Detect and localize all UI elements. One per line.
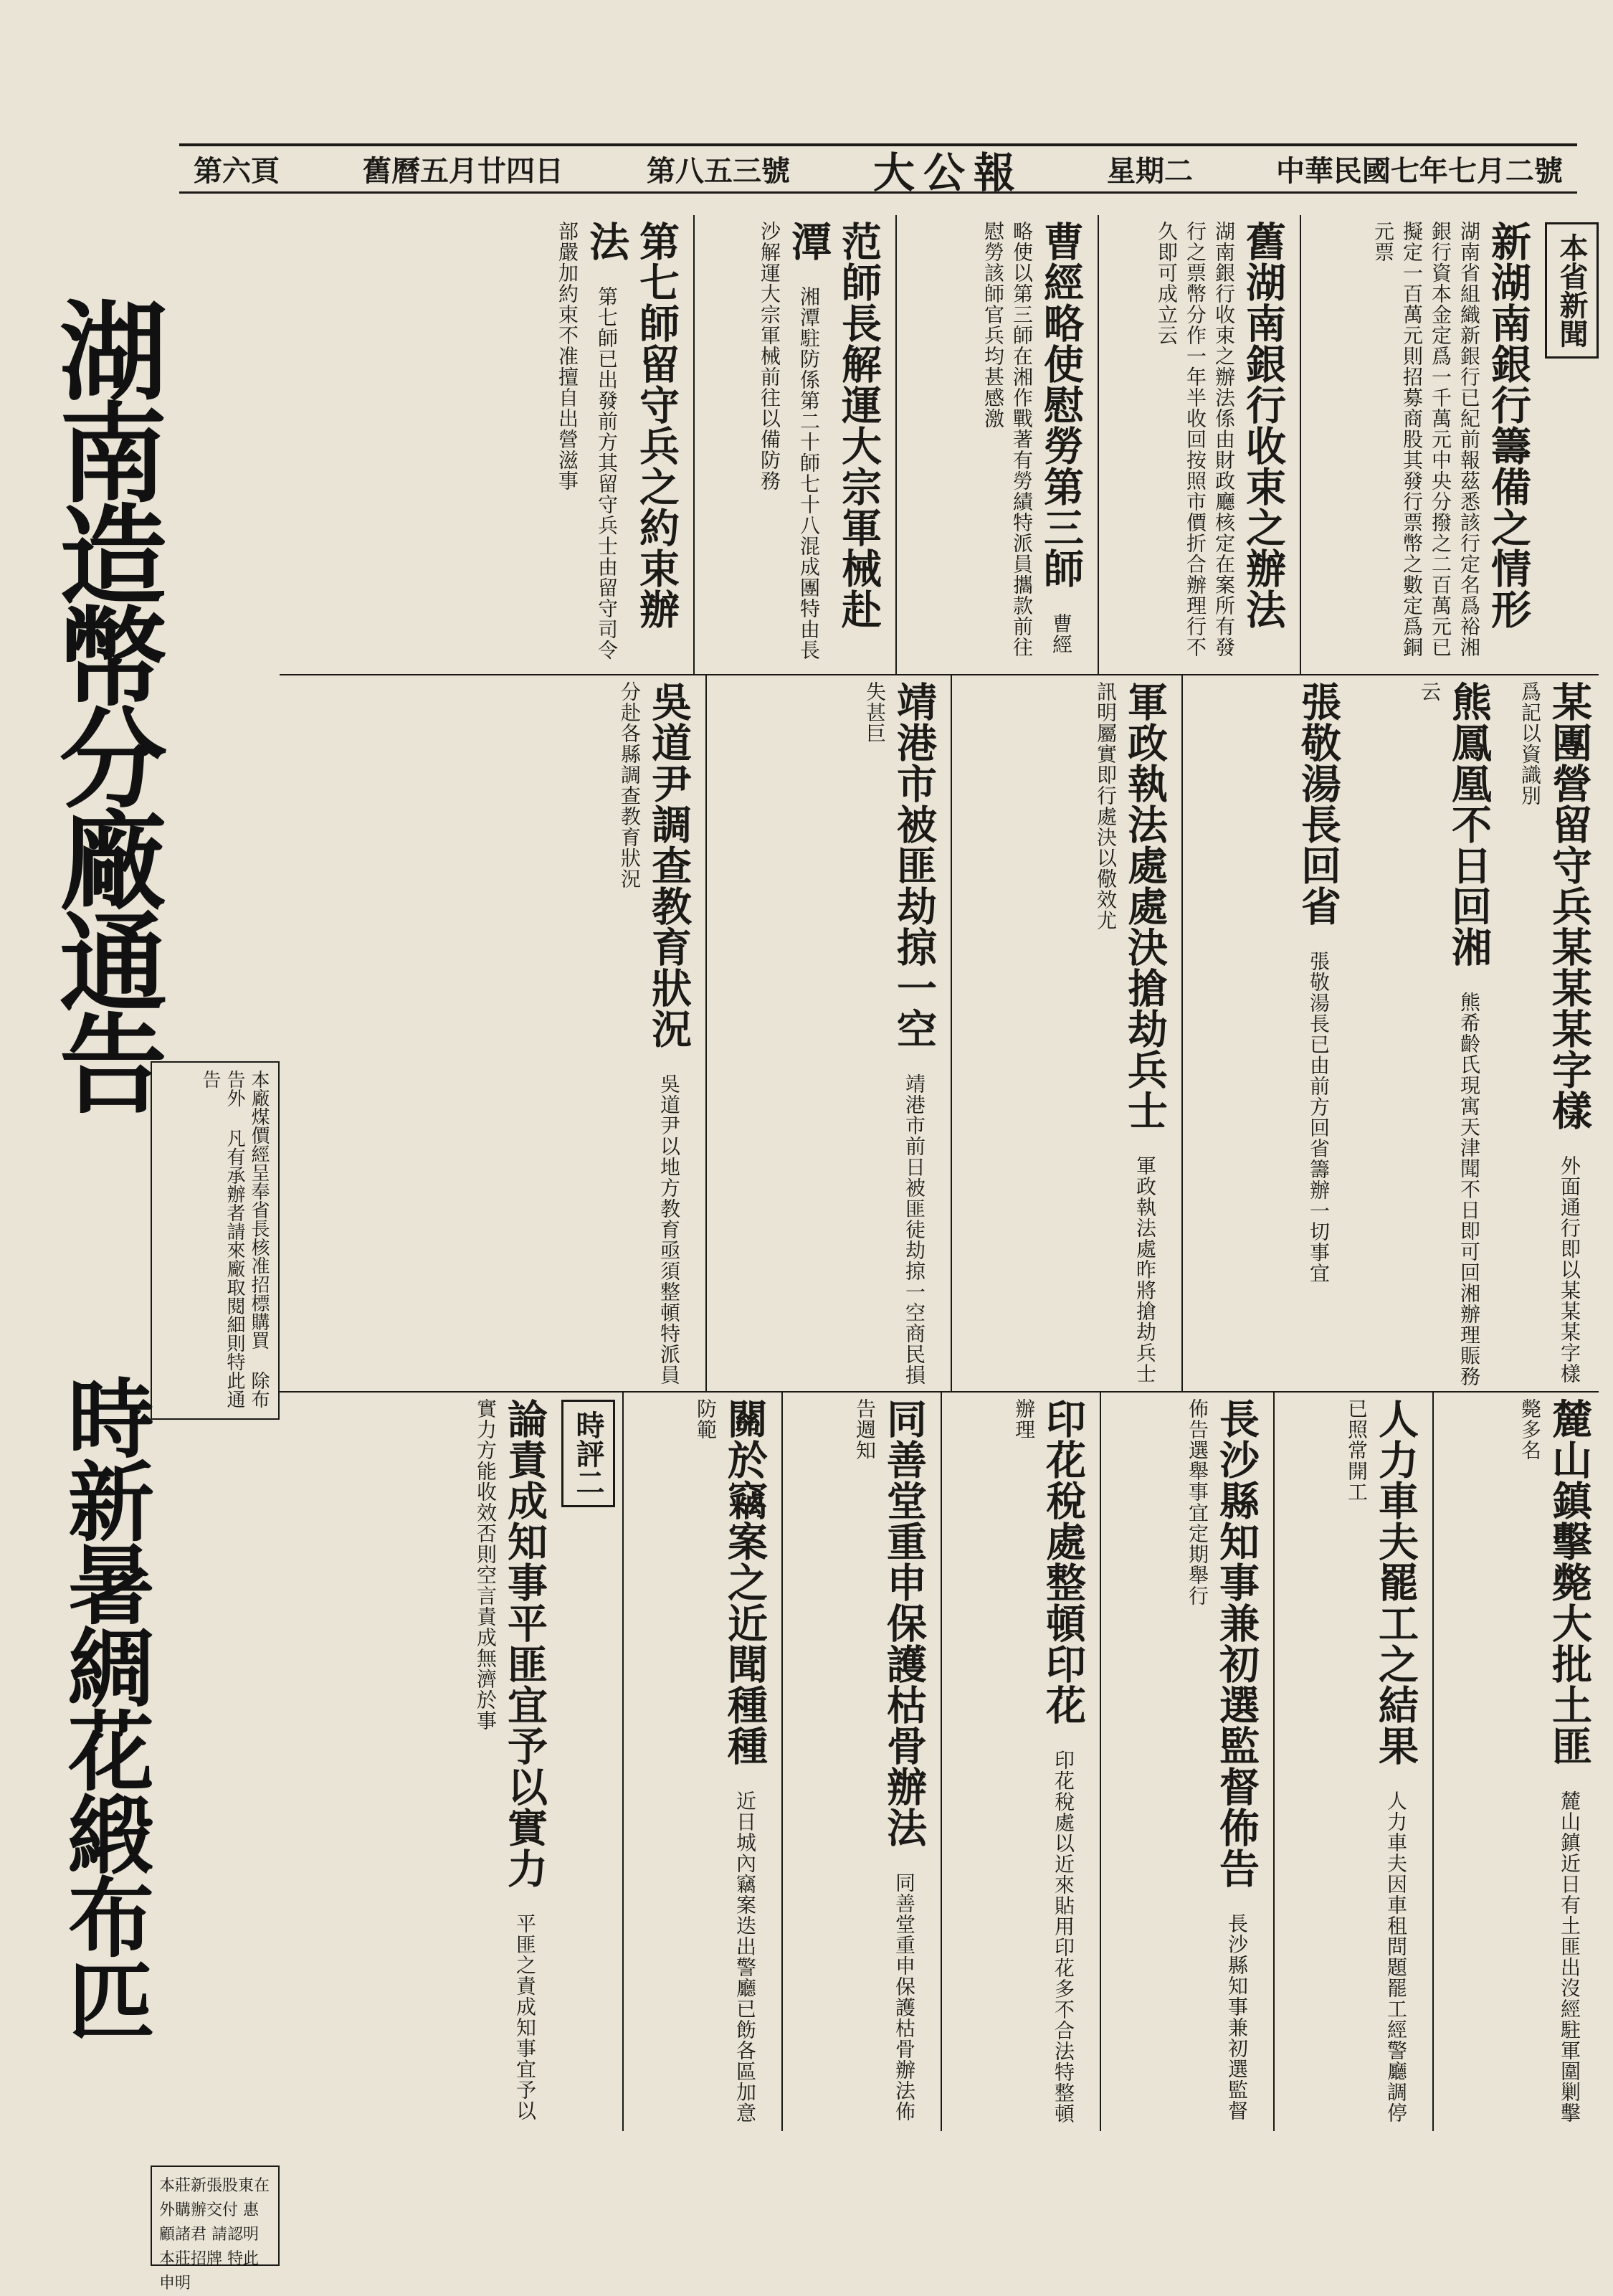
article-body: 印花稅處以近來貼用印花多不合法特整頓辦理: [1012, 1398, 1075, 2124]
article-headline: 范師長解運大宗軍械赴潭: [785, 221, 882, 630]
column-divider: [1432, 1393, 1434, 2131]
article-headline: 人力車夫罷工之結果: [1372, 1398, 1419, 1766]
article-headline: 軍政執法處處決搶劫兵士: [1121, 681, 1169, 1131]
article-headline: 吳道尹調查教育狀況: [645, 681, 693, 1049]
article-headline: 印花稅處整頓印花: [1039, 1398, 1087, 1725]
article-headline: 靖港市被匪劫掠一空: [890, 681, 938, 1049]
column-divider: [705, 675, 707, 1393]
article-body: 湖南省組織新銀行已紀前報茲悉該行定名爲裕湘銀行資本金定爲一千萬元中央分撥之二百萬元已擬定一百萬元則招募商股其發行票幣之數定爲銅元票: [1371, 221, 1481, 658]
article-body: 長沙縣知事兼初選監督佈告選舉事宜定期舉行: [1186, 1398, 1249, 2121]
column-divider: [781, 1393, 783, 2131]
article-headline: 關於竊案之近聞種種: [721, 1398, 769, 1766]
article-headline: 新湖南銀行籌備之情形: [1485, 221, 1532, 630]
article-body: 平匪之責成知事宜予以實力方能收效否則空言責成無濟於事: [474, 1398, 537, 2121]
column-divider: [1273, 1393, 1275, 2131]
article-body: 第七師已出發前方其留守兵士由留守司令部嚴加約束不准擅自出營滋事: [556, 221, 619, 660]
article-jinggang: [714, 675, 943, 1393]
article-zhang: [1190, 675, 1348, 1393]
article-theft: [631, 1393, 774, 2131]
weekday: 星期二: [1106, 154, 1193, 188]
article-body: 人力車夫因車租問題罷工經警廳調停已照常開工: [1345, 1398, 1408, 2123]
column-divider: [1300, 215, 1301, 674]
article-old-bank: [1106, 215, 1293, 674]
article-body: 靖港市前日被匪徒劫掠一空商民損失甚巨: [863, 681, 926, 1385]
article-wu: [469, 675, 698, 1393]
article-headline: 張敬湯長回省: [1295, 681, 1342, 926]
article-lushan: [1441, 1393, 1599, 2131]
article-headline: 論責成知事平匪宜予以實力: [501, 1398, 548, 1889]
article-headline: 長沙縣知事兼初選監督佈告: [1213, 1398, 1260, 1889]
page-number: 第六頁: [194, 154, 280, 188]
row-3: [280, 1391, 1599, 2131]
section-commentary: 時評二: [561, 1400, 615, 1507]
article-cao: [904, 215, 1090, 674]
banner-mint-notice: 湖南造幣分廠通告: [41, 295, 167, 1110]
article-seventh-division: [500, 215, 686, 674]
column-divider: [895, 215, 897, 674]
article-headline: 麓山鎮擊斃大批土匪: [1546, 1398, 1593, 1766]
article-headline: 同善堂重申保護枯骨辦法: [880, 1398, 928, 1848]
article-body: 麓山鎮近日有土匪出沒經駐軍圍剿擊斃多名: [1518, 1398, 1581, 2123]
column-divider: [1100, 1393, 1101, 2131]
article-headline: 曹經略使慰勞第三師: [1037, 221, 1085, 589]
article-tongshan: [790, 1393, 933, 2131]
date-republic: 中華民國七年七月二號: [1275, 154, 1563, 188]
column-divider: [693, 215, 695, 674]
row-1: [280, 215, 1599, 674]
article-body: 近日城內竊案迭出警廳已飭各區加意防範: [694, 1398, 757, 2123]
paper-name: 大公報: [872, 148, 1024, 197]
article-body: 外面通行即以某某某字樣爲記以資識別: [1518, 681, 1581, 1384]
section-local-news: 本省新聞: [1545, 222, 1599, 359]
article-body: 湘潭駐防係第二十師七十八混成團特由長沙解運大宗軍械前往以備防務: [758, 221, 821, 660]
column-divider: [1181, 675, 1183, 1393]
article-body: 同善堂重申保護枯骨辦法佈告週知: [853, 1398, 916, 2122]
lunar-date: 舊曆五月廿四日: [362, 154, 563, 188]
shop-notice-text: 本莊新張股東在外購辦交付 惠顧諸君 請認明本莊招牌 特此申明: [151, 2165, 280, 2266]
column-divider: [941, 1393, 942, 2131]
article-commentary: [368, 1393, 554, 2131]
article-xiong: [1355, 675, 1498, 1393]
article-headline: 舊湖南銀行收束之辦法: [1240, 221, 1287, 630]
article-rickshaw: [1282, 1393, 1425, 2131]
column-divider: [951, 675, 952, 1393]
article-headline: 第七師留守兵之約束辦法: [583, 221, 680, 630]
article-headline: 某團營留守兵某某某字樣: [1546, 681, 1593, 1131]
article-fan: [702, 215, 888, 674]
article-body: 張敬湯長已由前方回省籌辦一切事宜: [1307, 951, 1331, 1284]
article-body: 湖南銀行收束之辦法係由財政廳核定在案所有發行之票幣分作一年半收回按照市價折合辦理行不久即可成立云: [1155, 221, 1236, 658]
article-body: 曹經略使以第三師在湘作戰著有勞績特派員攜款前往慰勞該師官兵均甚感激: [981, 221, 1073, 658]
masthead: [179, 143, 1577, 197]
issue-number: 第八五三號: [646, 154, 790, 188]
banner-silk-ad: 時新暑綢花緞布匹: [54, 1374, 155, 2039]
article-camp: [1505, 675, 1599, 1393]
article-execution: [959, 675, 1174, 1393]
article-body: 軍政執法處昨將搶劫兵士訊明屬實即行處決以儆效尤: [1094, 681, 1157, 1384]
article-new-bank: [1308, 215, 1538, 674]
column-divider: [1098, 215, 1099, 674]
row-2: [280, 674, 1599, 1393]
article-body: 吳道尹以地方教育亟須整頓特派員分赴各縣調查教育狀況: [618, 681, 681, 1385]
mint-notice-text: 本廠煤價經呈奉省長核准招標購買 除布告外 凡有承辦者請來廠取閱細則特此通告: [151, 1061, 280, 1420]
article-headline: 熊鳳凰不日回湘: [1445, 681, 1493, 967]
article-election: [1108, 1393, 1266, 2131]
article-body: 熊希齡氏現寓天津聞不日即可回湘辦理賑務云: [1418, 681, 1481, 1387]
column-divider: [622, 1393, 624, 2131]
article-stamp-tax: [949, 1393, 1093, 2131]
